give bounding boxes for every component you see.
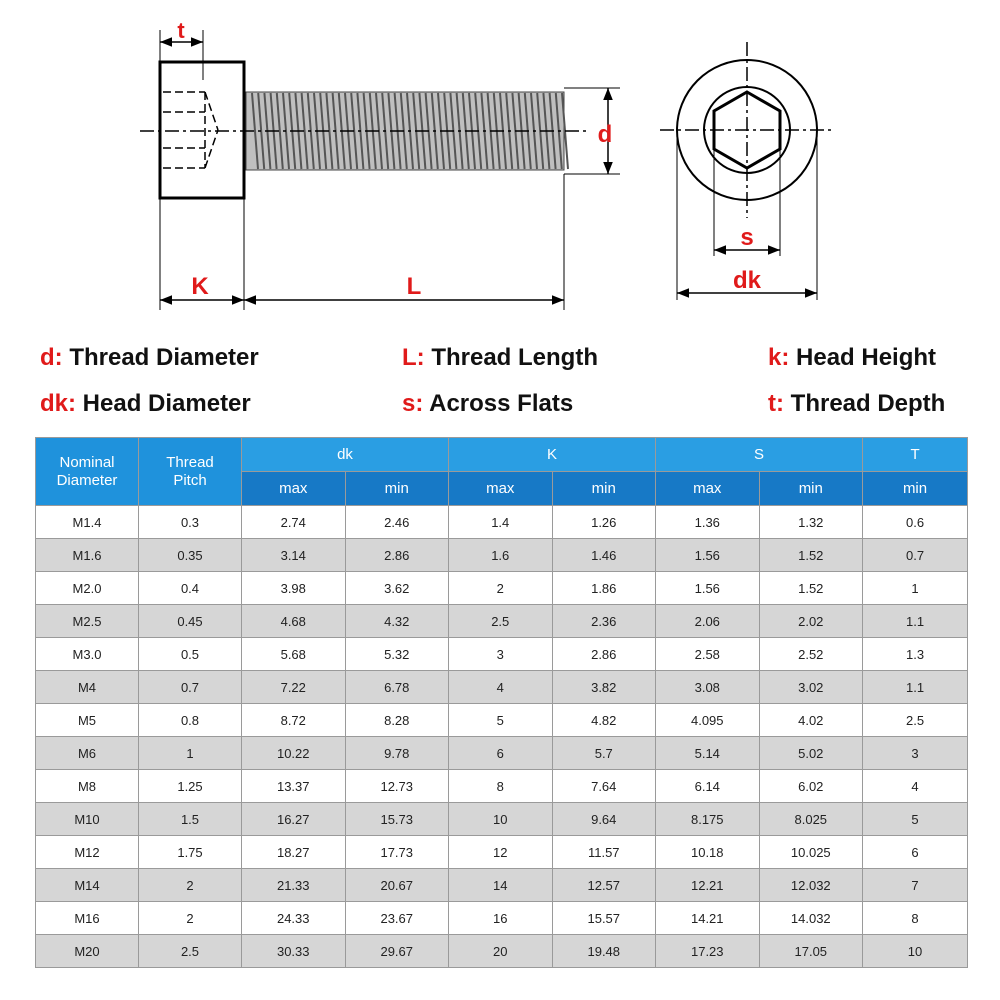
legend-item-across-flats <box>402 390 573 418</box>
table-cell: 5.68 <box>242 638 346 671</box>
table-row <box>36 506 968 539</box>
table-cell: 9.64 <box>552 803 656 836</box>
table-cell: 4.68 <box>242 605 346 638</box>
screw-head-outline <box>160 62 244 198</box>
table-cell: 5.14 <box>656 737 760 770</box>
table-cell: 8 <box>863 902 968 935</box>
legend-item-head-height <box>768 344 936 372</box>
table-cell: 4 <box>449 671 553 704</box>
label-dk: dk <box>732 267 762 294</box>
screw-dimension-diagram <box>0 0 1000 330</box>
table-cell: 14 <box>449 869 553 902</box>
table-cell: 1.1 <box>863 605 968 638</box>
table-body <box>36 506 968 968</box>
table-cell: 8 <box>449 770 553 803</box>
table-cell: 17.23 <box>656 935 760 968</box>
table-cell: 7 <box>863 869 968 902</box>
table-cell: 24.33 <box>242 902 346 935</box>
legend-text: Thread Length <box>431 344 598 371</box>
spec-table <box>35 437 968 968</box>
table-cell: 14.21 <box>656 902 760 935</box>
table-cell: 1.1 <box>863 671 968 704</box>
table-cell: 1.36 <box>656 506 760 539</box>
table-cell: 1.32 <box>759 506 863 539</box>
table-cell: 3.02 <box>759 671 863 704</box>
table-cell: 2 <box>139 902 242 935</box>
table-cell: 4 <box>863 770 968 803</box>
table-cell: 1.86 <box>552 572 656 605</box>
table-cell: 1.56 <box>656 572 760 605</box>
table-cell: 1.26 <box>552 506 656 539</box>
legend-symbol: L: <box>402 344 425 371</box>
table-cell: 23.67 <box>345 902 449 935</box>
table-row <box>36 539 968 572</box>
table-cell: 21.33 <box>242 869 346 902</box>
subheader-cell: min <box>863 472 968 506</box>
table-cell: 2.02 <box>759 605 863 638</box>
table-row <box>36 803 968 836</box>
table-cell: 5 <box>449 704 553 737</box>
table-cell: M4 <box>36 671 139 704</box>
legend-item-thread-diameter <box>40 344 259 372</box>
table-cell: 10.18 <box>656 836 760 869</box>
table-cell: 8.72 <box>242 704 346 737</box>
table-cell: 3.62 <box>345 572 449 605</box>
table-cell: M2.5 <box>36 605 139 638</box>
table-cell: M1.4 <box>36 506 139 539</box>
table-row <box>36 737 968 770</box>
table-cell: 3 <box>863 737 968 770</box>
table-cell: 12.57 <box>552 869 656 902</box>
legend-item-thread-depth <box>768 390 945 418</box>
table-cell: 2.74 <box>242 506 346 539</box>
table-row <box>36 572 968 605</box>
table-cell: 2.52 <box>759 638 863 671</box>
subheader-cell: min <box>759 472 863 506</box>
table-cell: M10 <box>36 803 139 836</box>
table-cell: 0.7 <box>139 671 242 704</box>
legend-item-head-diameter <box>40 390 251 418</box>
table-cell: 10 <box>863 935 968 968</box>
label-t: t <box>177 18 185 43</box>
table-cell: 3.08 <box>656 671 760 704</box>
table-cell: 3.82 <box>552 671 656 704</box>
table-cell: 2.86 <box>345 539 449 572</box>
table-cell: 1 <box>139 737 242 770</box>
table-row <box>36 935 968 968</box>
subheader-cell: max <box>656 472 760 506</box>
table-row <box>36 869 968 902</box>
header-group-t: T <box>863 438 968 472</box>
table-row <box>36 770 968 803</box>
legend-text: Head Diameter <box>82 390 251 417</box>
header-group-dk: dk <box>242 438 449 472</box>
table-row <box>36 836 968 869</box>
table-cell: 10.025 <box>759 836 863 869</box>
table-cell: M20 <box>36 935 139 968</box>
table-cell: 7.22 <box>242 671 346 704</box>
table-cell: M5 <box>36 704 139 737</box>
table-cell: 12.73 <box>345 770 449 803</box>
table-row <box>36 638 968 671</box>
table-row <box>36 902 968 935</box>
table-cell: 0.5 <box>139 638 242 671</box>
table-cell: 2.86 <box>552 638 656 671</box>
table-cell: 4.02 <box>759 704 863 737</box>
subheader-cell: min <box>345 472 449 506</box>
table-cell: M3.0 <box>36 638 139 671</box>
subheader-cell: max <box>242 472 346 506</box>
table-cell: 3 <box>449 638 553 671</box>
table-cell: 2.5 <box>863 704 968 737</box>
table-cell: 5.7 <box>552 737 656 770</box>
legend-symbol: s: <box>402 390 424 417</box>
table-cell: 0.8 <box>139 704 242 737</box>
screw-front-view <box>660 42 834 300</box>
table-cell: M1.6 <box>36 539 139 572</box>
table-cell: 10 <box>449 803 553 836</box>
legend-text: Across Flats <box>429 390 574 417</box>
table-cell: M16 <box>36 902 139 935</box>
table-cell: M2.0 <box>36 572 139 605</box>
table-cell: 5.02 <box>759 737 863 770</box>
table-cell: 6.14 <box>656 770 760 803</box>
table-cell: 12.032 <box>759 869 863 902</box>
table-cell: 6.78 <box>345 671 449 704</box>
dimension-legend <box>0 336 1000 426</box>
table-cell: 2.06 <box>656 605 760 638</box>
subheader-cell: min <box>552 472 656 506</box>
legend-text: Thread Diameter <box>69 344 259 371</box>
table-cell: 1.5 <box>139 803 242 836</box>
table-cell: 6 <box>863 836 968 869</box>
table-cell: M12 <box>36 836 139 869</box>
legend-text: Head Height <box>796 344 937 371</box>
table-cell: 0.4 <box>139 572 242 605</box>
legend-text: Thread Depth <box>790 390 946 417</box>
table-cell: 7.64 <box>552 770 656 803</box>
header-group-k: K <box>449 438 656 472</box>
table-row <box>36 671 968 704</box>
legend-symbol: k: <box>768 344 790 371</box>
legend-item-thread-length <box>402 344 598 372</box>
table-cell: 1 <box>863 572 968 605</box>
table-cell: 15.73 <box>345 803 449 836</box>
legend-symbol: d: <box>40 344 63 371</box>
table-cell: 12.21 <box>656 869 760 902</box>
table-cell: 2 <box>139 869 242 902</box>
table-cell: 12 <box>449 836 553 869</box>
table-row <box>36 704 968 737</box>
table-cell: 5.32 <box>345 638 449 671</box>
table-cell: 6 <box>449 737 553 770</box>
table-cell: 10.22 <box>242 737 346 770</box>
table-cell: 0.45 <box>139 605 242 638</box>
table-cell: M6 <box>36 737 139 770</box>
table-cell: 1.75 <box>139 836 242 869</box>
table-cell: 29.67 <box>345 935 449 968</box>
table-cell: 20 <box>449 935 553 968</box>
table-cell: 19.48 <box>552 935 656 968</box>
table-cell: 1.56 <box>656 539 760 572</box>
table-cell: 1.3 <box>863 638 968 671</box>
table-header-row <box>36 438 968 472</box>
table-cell: 16.27 <box>242 803 346 836</box>
table-cell: 0.7 <box>863 539 968 572</box>
table-cell: 30.33 <box>242 935 346 968</box>
table-cell: 2.58 <box>656 638 760 671</box>
legend-symbol: t: <box>768 390 784 417</box>
table-cell: 4.82 <box>552 704 656 737</box>
table-cell: 2 <box>449 572 553 605</box>
legend-symbol: dk: <box>40 390 76 417</box>
table-cell: 15.57 <box>552 902 656 935</box>
table-cell: 3.98 <box>242 572 346 605</box>
table-cell: 8.025 <box>759 803 863 836</box>
table-cell: 3.14 <box>242 539 346 572</box>
table-cell: 0.35 <box>139 539 242 572</box>
subheader-cell: max <box>449 472 553 506</box>
table-cell: 6.02 <box>759 770 863 803</box>
table-cell: 2.5 <box>449 605 553 638</box>
table-row <box>36 605 968 638</box>
header-nominal-diameter: Nominal Diameter <box>36 438 139 506</box>
table-cell: 2.46 <box>345 506 449 539</box>
label-s: s <box>740 224 754 251</box>
table-cell: 2.5 <box>139 935 242 968</box>
table-cell: 4.32 <box>345 605 449 638</box>
table-cell: 1.25 <box>139 770 242 803</box>
header-group-s: S <box>656 438 863 472</box>
table-cell: 1.52 <box>759 572 863 605</box>
table-cell: 5 <box>863 803 968 836</box>
header-thread-pitch: Thread Pitch <box>139 438 242 506</box>
table-cell: 17.73 <box>345 836 449 869</box>
table-cell: 8.28 <box>345 704 449 737</box>
table-cell: 0.3 <box>139 506 242 539</box>
table-cell: 20.67 <box>345 869 449 902</box>
screw-side-view <box>140 18 620 310</box>
table-cell: 4.095 <box>656 704 760 737</box>
table-cell: 9.78 <box>345 737 449 770</box>
table-cell: 17.05 <box>759 935 863 968</box>
table-cell: 13.37 <box>242 770 346 803</box>
table-cell: 8.175 <box>656 803 760 836</box>
table-cell: M14 <box>36 869 139 902</box>
table-cell: 11.57 <box>552 836 656 869</box>
table-cell: 14.032 <box>759 902 863 935</box>
table-cell: 1.4 <box>449 506 553 539</box>
label-K: K <box>191 273 209 300</box>
table-cell: 1.52 <box>759 539 863 572</box>
table-cell: 1.46 <box>552 539 656 572</box>
table-cell: M8 <box>36 770 139 803</box>
table-cell: 18.27 <box>242 836 346 869</box>
table-cell: 1.6 <box>449 539 553 572</box>
label-L: L <box>406 273 422 300</box>
table-cell: 0.6 <box>863 506 968 539</box>
label-d: d <box>597 121 613 148</box>
table-cell: 16 <box>449 902 553 935</box>
table-cell: 2.36 <box>552 605 656 638</box>
